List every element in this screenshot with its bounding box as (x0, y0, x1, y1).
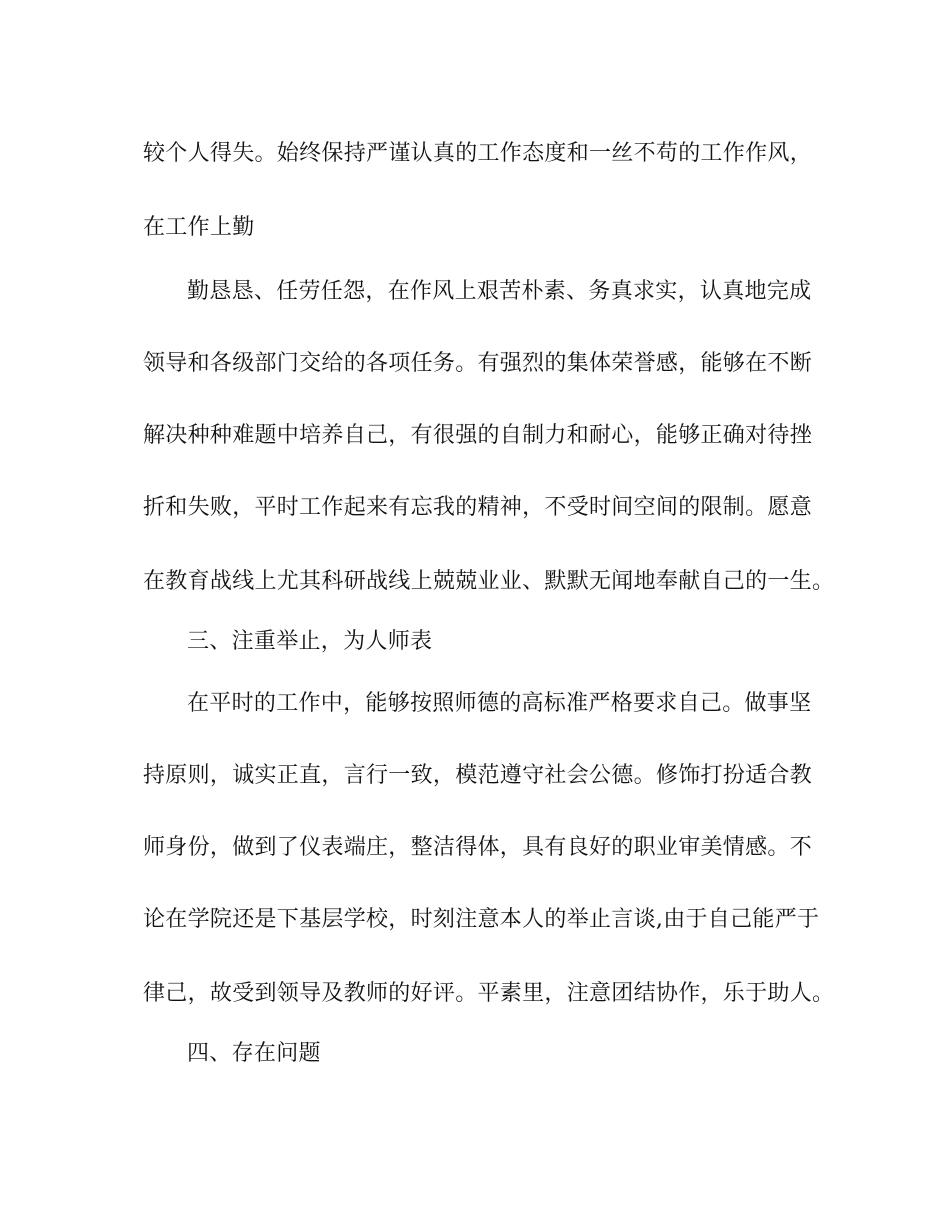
text-line: 勤恳恳、任劳任怨，在作风上艰苦朴素、务真求实，认真地完成 (187, 279, 812, 304)
section-heading: 三、注重举止，为人师表 (187, 629, 433, 654)
text-line: 解决种种难题中培养自己，有很强的自制力和耐心，能够正确对待挫 (143, 423, 813, 448)
text-line: 持原则，诚实正直，言行一致，模范遵守社会公德。修饰打扮适合教 (143, 763, 813, 788)
section-heading: 四、存在问题 (187, 1041, 321, 1066)
text-line: 在平时的工作中，能够按照师德的高标准严格要求自己。做事坚 (187, 691, 812, 716)
text-line: 师身份，做到了仪表端庄，整洁得体，具有良好的职业审美情感。不 (143, 835, 813, 860)
text-line: 在工作上勤 (143, 215, 255, 240)
text-line: 在教育战线上尤其科研战线上兢兢业业、默默无闻地奉献自己的一生。 (143, 569, 835, 594)
text-line: 折和失败，平时工作起来有忘我的精神，不受时间空间的限制。愿意 (143, 495, 813, 520)
text-line: 律己，故受到领导及教师的好评。平素里，注意团结协作，乐于助人。 (143, 981, 835, 1006)
text-line: 领导和各级部门交给的各项任务。有强烈的集体荣誉感，能够在不断 (143, 351, 813, 376)
text-line: 论在学院还是下基层学校，时刻注意本人的举止言谈,由于自己能严于 (143, 907, 820, 932)
text-line: 较个人得失。始终保持严谨认真的工作态度和一丝不苟的工作作风， (143, 141, 813, 166)
